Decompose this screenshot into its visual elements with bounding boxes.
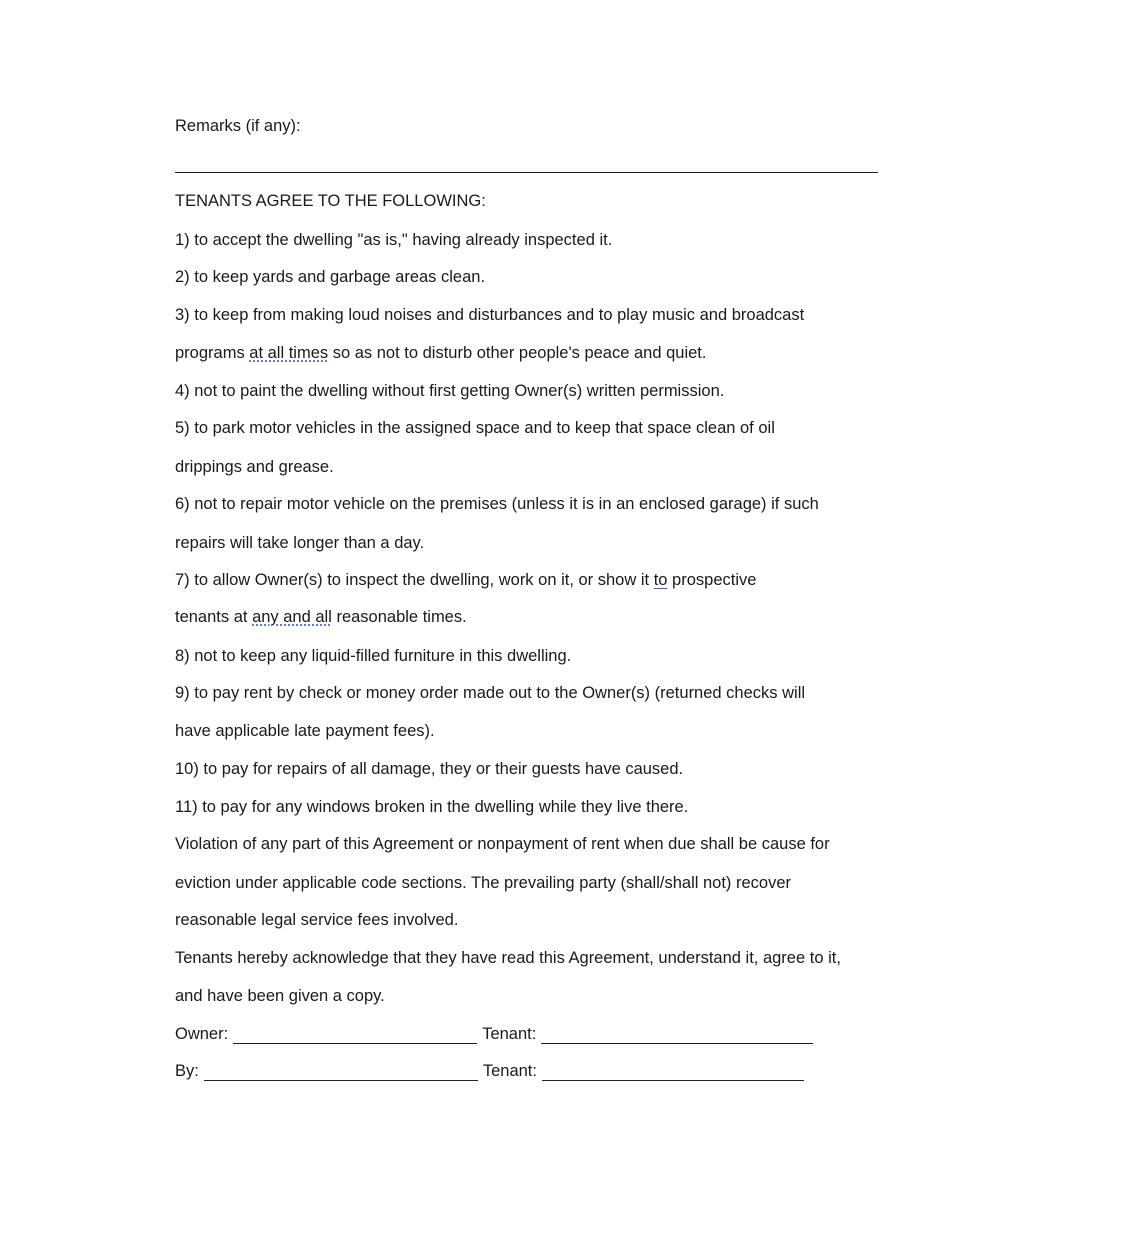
list-item-6-line-1: 6) not to repair motor vehicle on the premises (unless it is in an enclosed garage) if such (175, 495, 819, 513)
tenant-label: Tenant: (482, 1025, 537, 1043)
list-item-5-line-1: 5) to park motor vehicles in the assigned space and to keep that space clean of oil (175, 419, 775, 437)
grammar-flag-span: any and all (252, 608, 332, 626)
owner-label: Owner: (175, 1025, 229, 1043)
tenant-signature-line[interactable] (541, 1029, 813, 1044)
acknowledge-paragraph-line-2: and have been given a copy. (175, 987, 385, 1005)
remarks-blank-line (175, 172, 878, 173)
violation-paragraph-line-3: reasonable legal service fees involved. (175, 911, 459, 929)
by-label: By: (175, 1062, 199, 1080)
text-span: reasonable times. (331, 608, 467, 626)
text-span: 7) to allow Owner(s) to inspect the dwelling, work on it, or show it (175, 571, 654, 589)
tenant-label: Tenant: (482, 1062, 537, 1080)
list-item-9-line-1: 9) to pay rent by check or money order made out to the Owner(s) (returned checks will (175, 684, 806, 702)
list-item-5-line-2: drippings and grease. (175, 458, 334, 476)
grammar-flag-span: at all times (249, 344, 329, 362)
list-item-3-line-2 (175, 343, 706, 363)
list-item-4: 4) not to paint the dwelling without first getting Owner(s) written permission. (175, 382, 725, 400)
list-item-6-line-2: repairs will take longer than a day. (175, 534, 425, 552)
list-item-9-line-2: have applicable late payment fees). (175, 722, 435, 740)
list-item-7-line-2 (175, 607, 467, 627)
text-span: prospective (667, 571, 757, 589)
list-item-2: 2) to keep yards and garbage areas clean. (175, 268, 486, 286)
signature-row-by (175, 1061, 809, 1081)
by-signature-line[interactable] (204, 1066, 478, 1081)
tenant-signature-line[interactable] (542, 1066, 804, 1081)
owner-signature-line[interactable] (233, 1029, 477, 1044)
acknowledge-paragraph-line-1: Tenants hereby acknowledge that they have read this Agreement, understand it, agree to it, (175, 949, 841, 967)
list-item-8: 8) not to keep any liquid-filled furniture in this dwelling. (175, 647, 572, 665)
violation-paragraph-line-2: eviction under applicable code sections. The prevailing party (shall/shall not) recover (175, 874, 792, 892)
remarks-label: Remarks (if any): (175, 117, 301, 135)
grammar-flag-span: to (653, 571, 668, 589)
list-item-7-line-1 (175, 570, 756, 590)
section-heading: TENANTS AGREE TO THE FOLLOWING: (175, 192, 486, 210)
text-span: programs (175, 344, 250, 362)
violation-paragraph-line-1: Violation of any part of this Agreement or nonpayment of rent when due shall be cause for (175, 835, 830, 853)
text-span: so as not to disturb other people's peace and quiet. (328, 344, 707, 362)
text-span: tenants at (175, 608, 253, 626)
list-item-1: 1) to accept the dwelling "as is," having already inspected it. (175, 231, 613, 249)
list-item-3-line-1: 3) to keep from making loud noises and disturbances and to play music and broadcast (175, 306, 805, 324)
list-item-10: 10) to pay for repairs of all damage, they or their guests have caused. (175, 760, 684, 778)
list-item-11: 11) to pay for any windows broken in the dwelling while they live there. (175, 798, 689, 816)
signature-row-owner (175, 1024, 818, 1044)
